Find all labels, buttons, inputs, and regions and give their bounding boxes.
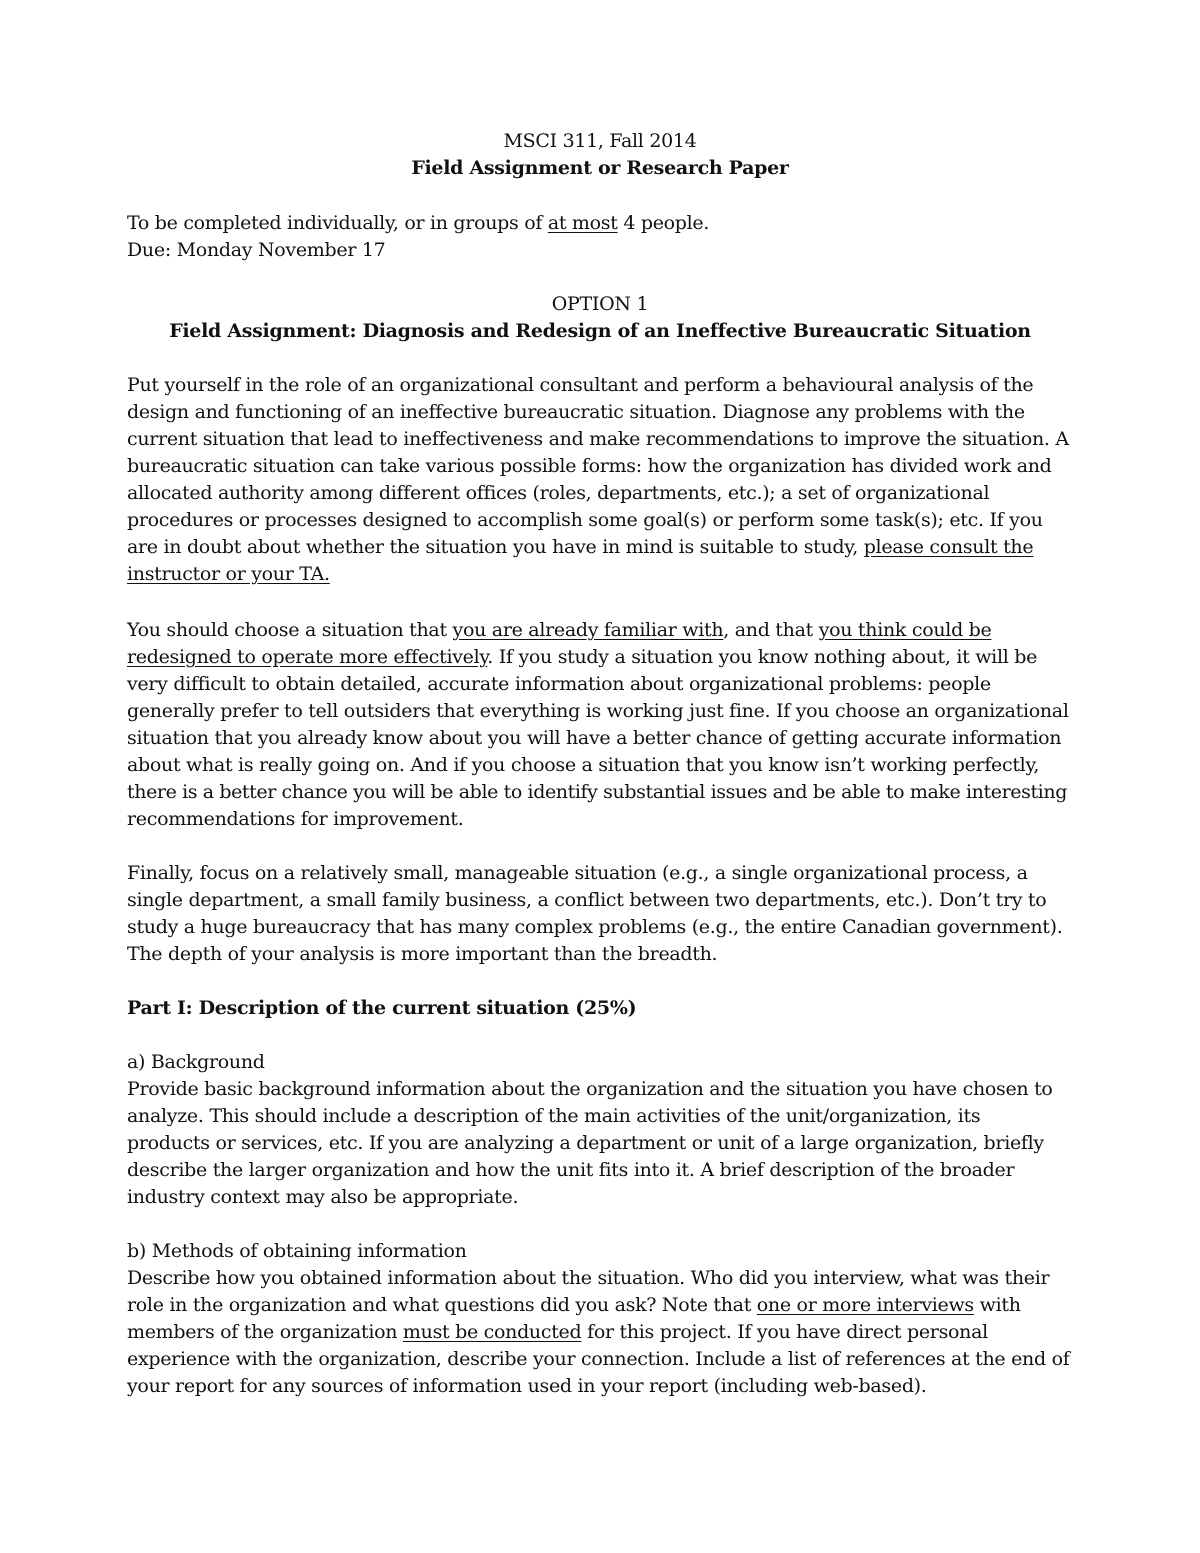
section-methods-heading: b) Methods of obtaining information: [127, 1240, 467, 1262]
consult-emphasis-cont: instructor or your TA.: [127, 563, 330, 585]
at-most-emphasis: at most: [547, 212, 618, 234]
option-title: Field Assignment: Diagnosis and Redesign of an Ineffective Bureaucratic Situation: [169, 320, 1031, 342]
interviews-emphasis: one or more interviews: [756, 1294, 974, 1316]
must-conduct-emphasis: must be conducted: [402, 1321, 582, 1343]
paragraph-focus: Finally, focus on a relatively small, manageable situation (e.g., a single organizational process, a single department, a small family business, a conflict between two departments, etc.). Don’t try to study a huge bureaucracy that has many complex problems (e.g., the entire Canadian government). The depth of your analysis is more important than the breadth.: [127, 862, 1063, 965]
section-background: a) Background Provide basic background information about the organization and the situation you have chosen to analyze. This should include a description of the main activities of the unit/organization, its products or services, etc. If you are analyzing a department or unit of a large organization, briefly describe the larger organization and how the unit fits into it. A brief description of the broader industry context may also be appropriate.: [127, 1049, 1075, 1211]
intro-block: [127, 210, 1075, 264]
part1-heading: Part I: Description of the current situation (25%): [127, 997, 637, 1019]
section-methods: b) Methods of obtaining information Describe how you obtained information about the situation. Who did you interview, what was their role in the organization and what questions did you ask? Note that one or more interviews with members of the organization must be conducted for this project. If you have direct personal experience with the organization, describe your connection. Include a list of references at the end of your report for any sources of information used in your report (including web-based).: [127, 1238, 1075, 1400]
paragraph-role: Put yourself in the role of an organizational consultant and perform a behavioural analysis of the design and functioning of an ineffective bureaucratic situation. Diagnose any problems with the current situation that lead to ineffectiveness and make recommendations to improve the situation. A bureaucratic situation can take various possible forms: how the organization has divided work and allocated authority among different offices (roles, departments, etc.); a set of organizational procedures or processes designed to accomplish some goal(s) or perform some task(s); etc. If you are in doubt about whether the situation you have in mind is suitable to study, please consult the instructor or your TA.: [127, 374, 1069, 585]
option-label: OPTION 1: [551, 293, 649, 315]
redesign-emphasis: you think could be: [818, 619, 992, 641]
paragraph-choose-situation: You should choose a situation that you are already familiar with, and that you think could be redesigned to operate more effectively. If you study a situation you know nothing about, it will be very difficult to obtain detailed, accurate information about organizational problems: people generally prefer to tell outsiders that everything is working just fine. If you choose an organizational situation that you already know about you will have a better chance of getting accurate information about what is really going on. And if you choose a situation that you know isn’t working perfectly, there is a better chance you will be able to identify substantial issues and be able to make interesting recommendations for improvement.: [127, 619, 1069, 830]
consult-emphasis: please consult the: [863, 536, 1034, 558]
document-header: [127, 128, 1073, 182]
option-heading: [127, 291, 1073, 345]
familiar-emphasis: you are already familiar with: [452, 619, 724, 641]
section-background-heading: a) Background: [127, 1051, 265, 1073]
assignment-title: Field Assignment or Research Paper: [411, 157, 789, 179]
due-date: Due: Monday November 17: [127, 239, 386, 261]
redesign-emphasis-cont: redesigned to operate more effectively: [127, 646, 488, 668]
group-size-line: To be completed individually, or in groups of at most 4 people.: [127, 212, 710, 234]
course-title: MSCI 311, Fall 2014: [503, 130, 697, 152]
